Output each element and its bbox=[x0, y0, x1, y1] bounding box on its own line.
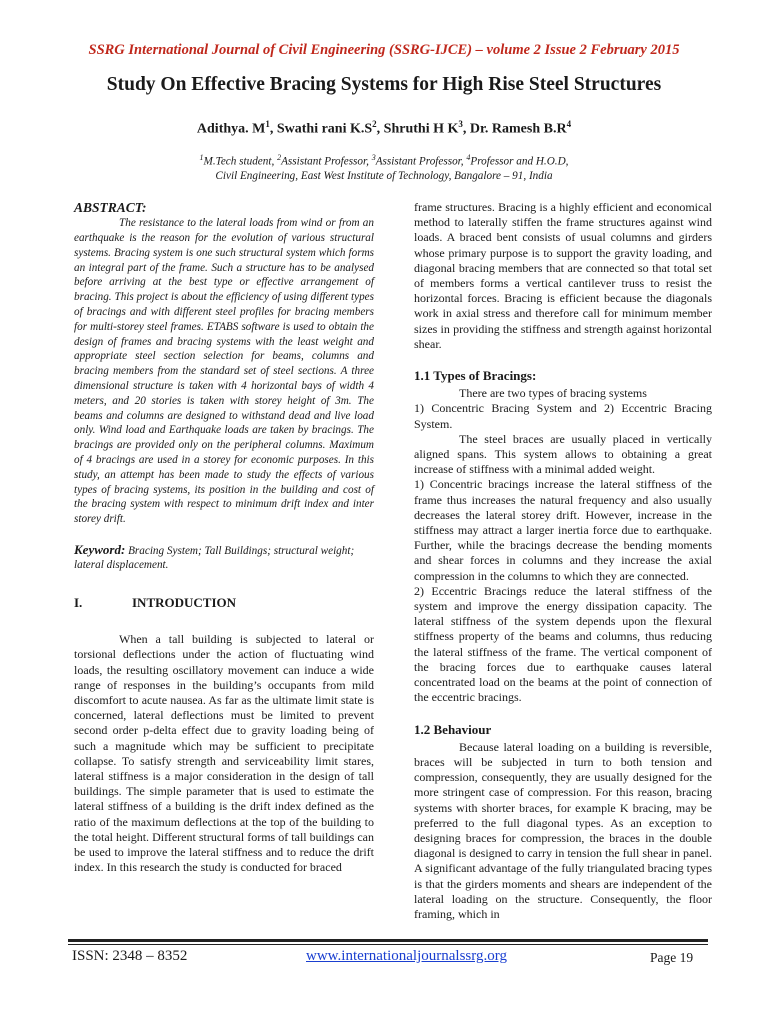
continuation-text: frame structures. Bracing is a highly efficient and economical method to laterally stiffen the frame structures against wind loads. A braced bent consists of usual columns and girders whose primary purpose is to support the gravity loading, and diagonal bracing members that are connected so that total set of members forms a vertical cantilever truss to resist the horizontal forces. Bracing is efficient because the diagonals work in axial stress and therefore call for minimum member sizes in providing the stiffness and strength against horizontal shear. bbox=[414, 200, 712, 351]
footer-divider bbox=[68, 939, 708, 942]
journal-header: SSRG International Journal of Civil Engineering (SSRG-IJCE) – volume 2 Issue 2 February 2015 bbox=[88, 42, 680, 58]
behaviour-heading: 1.2 Behaviour bbox=[414, 721, 492, 737]
left-column bbox=[74, 200, 374, 875]
author-name: Shruthi H K bbox=[383, 121, 459, 137]
types-intro: There are two types of bracing systems bbox=[459, 386, 647, 401]
behaviour-text: Because lateral loading on a building is reversible, braces will be subjected in turn to both tension and compression, consequently, they are usually designed for the more stringent case of compression. For this reason, bracing systems with shorter braces, for example K bracing, may be preferred to the full diagonal types. As an exception to designing braces for compression, the braces in the double diagonal is designed to carry in tension the full shear in panel. A significant advantage of the fully triangulated bracing types is that the girders moments and shears are independent of the lateral loading on the structure. Consequently, the floor framing, which in bbox=[414, 739, 712, 921]
footer-divider-thin bbox=[68, 944, 708, 945]
keyword-line bbox=[74, 543, 374, 573]
affil-role: M.Tech student, bbox=[203, 155, 278, 168]
author-sup: 1 bbox=[265, 119, 270, 129]
affil-sup: 3 bbox=[371, 153, 376, 162]
author-sup: 4 bbox=[566, 119, 572, 129]
affil-sup: 1 bbox=[199, 153, 204, 162]
affil-role: Professor and H.O.D, bbox=[470, 155, 569, 168]
types-list: 1) Concentric Bracing System and 2) Eccentric Bracing System. bbox=[414, 401, 712, 431]
concentric-paragraph: 1) Concentric bracings increase the lateral stiffness of the frame thus increases the natural frequency and also usually decreases the lateral storey drift. However, increase in the stiffness may attract a larger inertia force due to earthquake. Further, while the bracings decrease the bending moments and shear forces in columns and they increase the axial compression in the columns to which they are connected. bbox=[414, 477, 712, 583]
affiliation-institution: Civil Engineering, East West Institute of Technology, Bangalore – 91, India bbox=[215, 170, 553, 182]
author-sep: , bbox=[269, 121, 277, 137]
types-heading: 1.1 Types of Bracings: bbox=[414, 368, 537, 384]
section-number: I. bbox=[74, 594, 83, 610]
author-sup: 3 bbox=[458, 119, 463, 129]
types-paragraph: The steel braces are usually placed in vertically aligned spans. This system allows to obtaining a great increase of stiffness with a minimal added weight. bbox=[414, 431, 712, 477]
affil-sup: 2 bbox=[277, 153, 282, 162]
keyword-label: Keyword: bbox=[74, 541, 126, 557]
introduction-text: When a tall building is subjected to lateral or torsional deflections under the action of fluctuating wind loads, the resulting oscillatory movement can induce a wide range of responses in the building’s occupants from mild discomfort to acute nausea. As far as the ultimate limit state is concerned, lateral deflections must be limited to prevent second order p-delta effect due to gravity loading being of such a magnitude which may be sufficient to precipitate collapse. To satisfy strength and serviceability limit stares, lateral stiffness is a major consideration in the design of tall buildings. The simple parameter that is used to estimate the lateral stiffness of a building is the drift index defined as the ratio of the maximum deflections at the top of the building to the total height. Different structural forms of tall buildings can be used to improve the lateral stiffness and to reduce the drift index. In this research the study is conducted for braced bbox=[74, 632, 374, 875]
affil-role: Assistant Professor, bbox=[281, 155, 372, 168]
author-name: Adithya. M bbox=[196, 121, 266, 137]
section-title: INTRODUCTION bbox=[132, 594, 237, 610]
paper-title: Study On Effective Bracing Systems for High Rise Steel Structures bbox=[106, 74, 662, 95]
right-column bbox=[414, 200, 712, 922]
author-sep: , bbox=[462, 121, 470, 137]
page-number: Page 19 bbox=[650, 950, 694, 965]
affil-role: Assistant Professor, bbox=[375, 155, 467, 168]
website-link[interactable]: www.internationaljournalssrg.org bbox=[306, 948, 507, 964]
author-list bbox=[0, 119, 768, 138]
abstract-text: The resistance to the lateral loads from wind or from an earthquake is the reason for the evolution of various structural systems. Bracing system is one such structural system which forms an integral part of the frame. Such a structure has to be analysed before arriving at the best type or effective arrangement of bracing. This project is about the efficiency of using different types of bracings and with different steel profiles for bracing members for multi-storey steel frames. ETABS software is used to obtain the design of frames and bracing systems with the least weight and appropriate steel section selection for beams, columns and bracing members from the standard set of steel sections. A three dimensional structure is taken with 4 horizontal bays of width 4 meters, and 20 stories is taken with storey height of 3m. The beams and columns are designed to withstand dead and live load only. Wind load and Earthquake loads are taken by bracings. The bracings are provided only on the peripheral columns. Maximum of 4 bracings are used in a storey for economic purposes. In this study, an attempt has been made to study the effects of various types of bracing systems, its position in the building and cost of the bracing system with respect to minimum drift index and inter storey drift. bbox=[74, 217, 374, 526]
introduction-heading bbox=[74, 595, 374, 610]
author-name: Swathi rani K.S bbox=[276, 121, 373, 137]
affil-sup: 4 bbox=[466, 153, 471, 162]
author-sup: 2 bbox=[372, 119, 377, 129]
abstract-heading: ABSTRACT: bbox=[74, 200, 147, 215]
keyword-text: Bracing System; Tall Buildings; structural weight; lateral displacement. bbox=[74, 544, 355, 572]
author-name: Dr. Ramesh B.R bbox=[469, 121, 567, 137]
affiliation-roles bbox=[0, 153, 768, 168]
eccentric-paragraph: 2) Eccentric Bracings reduce the lateral stiffness of the system and improve the energy dissipation capacity. The lateral stiffness of the system depends upon the flexural stiffness property of the beams and columns, thus reducing the lateral stiffness of the frame. The vertical component of the bracing forces due to earthquake causes lateral concentrated load on the beams at the point of connection of the eccentric bracings. bbox=[414, 583, 712, 705]
author-sep: , bbox=[376, 121, 384, 137]
issn-label: ISSN: 2348 – 8352 bbox=[72, 948, 188, 964]
